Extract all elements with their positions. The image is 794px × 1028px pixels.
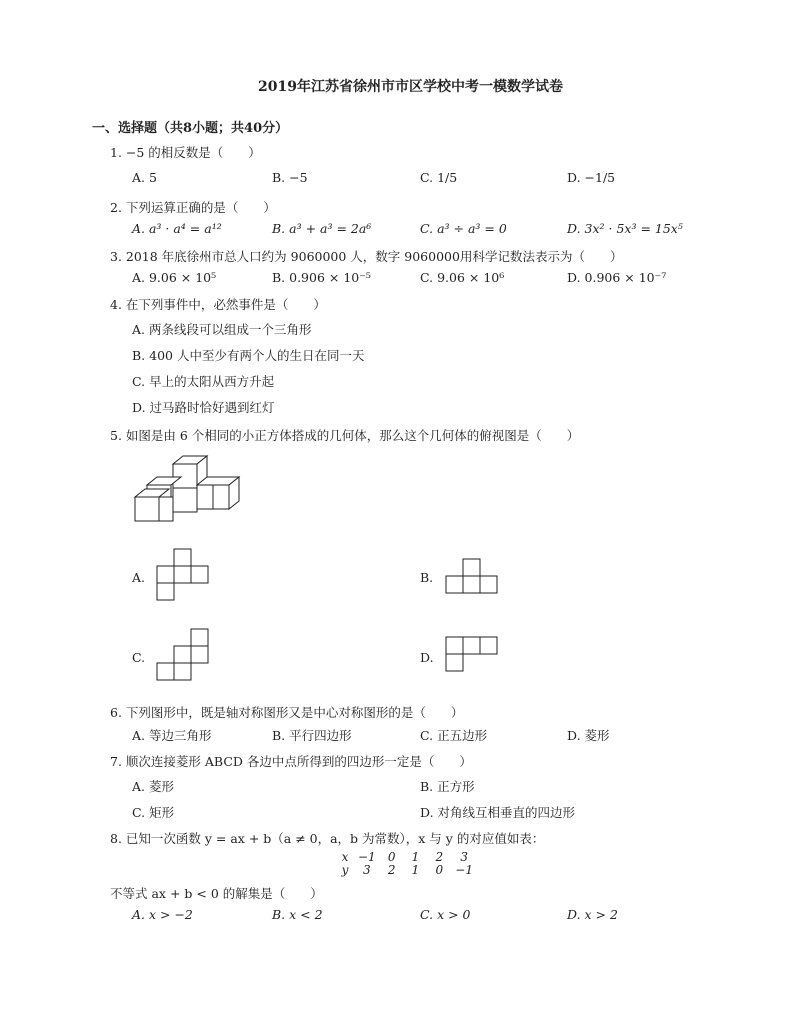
q7-option-b: B. 正方形: [420, 779, 475, 794]
q2-option-b: B. a³ + a³ = 2a⁶: [272, 221, 372, 236]
q8-option-d: D. x > 2: [567, 907, 618, 922]
q6-option-c: C. 正五边形: [420, 728, 488, 743]
q1-option-b: B. −5: [272, 170, 308, 185]
question-2: 2. 下列运算正确的是（ ）: [110, 200, 276, 215]
q5-option-a-figure: [156, 548, 212, 604]
table-x-cell: 0: [387, 850, 396, 864]
table-x-label: x: [341, 850, 349, 864]
q6-option-b: B. 平行四边形: [272, 728, 352, 743]
question-7: 7. 顺次连接菱形 ABCD 各边中点所得到的四边形一定是（ ）: [110, 754, 472, 769]
q3-option-c: C. 9.06 × 10⁶: [420, 270, 505, 285]
q1-option-d: D. −1/5: [567, 170, 616, 185]
q3-option-a: A. 9.06 × 10⁵: [132, 270, 217, 285]
question-5: 5. 如图是由 6 个相同的小正方体搭成的几何体，那么这个几何体的俯视图是（ ）: [110, 428, 580, 443]
table-y-cell: 0: [435, 863, 444, 877]
q8-option-a: A. x > −2: [132, 907, 193, 922]
q4-option-c: C. 早上的太阳从西方升起: [132, 374, 275, 389]
q7-option-a: A. 菱形: [132, 779, 174, 794]
q7-option-d: D. 对角线互相垂直的四边形: [420, 805, 576, 820]
q2-option-d: D. 3x² · 5x³ = 15x⁵: [567, 221, 683, 236]
doc-title: 2019年江苏省徐州市市区学校中考一模数学试卷: [258, 79, 563, 95]
question-4: 4. 在下列事件中，必然事件是（ ）: [110, 297, 326, 312]
q1-option-c: C. 1/5: [420, 170, 458, 185]
q5-option-c-figure: [156, 628, 212, 684]
question-8-inequality: 不等式 ax + b < 0 的解集是（ ）: [110, 886, 323, 901]
question-8: 8. 已知一次函数 y = ax + b（a ≠ 0，a，b 为常数），x 与 y 的对应值如表：: [110, 831, 545, 846]
q7-option-c: C. 矩形: [132, 805, 175, 820]
solid-figure: [130, 452, 245, 527]
q3-option-b: B. 0.906 × 10⁻⁵: [272, 270, 371, 285]
q6-option-a: A. 等边三角形: [132, 728, 212, 743]
q8-option-b: B. x < 2: [272, 907, 323, 922]
q3-option-d: D. 0.906 × 10⁻⁷: [567, 270, 667, 285]
q5-option-d: D.: [420, 650, 434, 665]
q5-option-d-figure: [445, 636, 501, 676]
table-x-cell: −1: [357, 850, 376, 864]
question-6: 6. 下列图形中，既是轴对称图形又是中心对称图形的是（ ）: [110, 705, 464, 720]
question-1: 1. −5 的相反数是（ ）: [110, 145, 261, 160]
q4-option-b: B. 400 人中至少有两个人的生日在同一天: [132, 348, 365, 363]
table-y-cell: 2: [387, 863, 396, 877]
table-y-cell: 1: [411, 863, 420, 877]
q5-option-b: B.: [420, 570, 434, 585]
q2-option-a: A. a³ · a⁴ = a¹²: [132, 221, 222, 236]
table-x-cell: 1: [411, 850, 420, 864]
q4-option-a: A. 两条线段可以组成一个三角形: [132, 322, 312, 337]
q2-option-c: C. a³ ÷ a³ = 0: [420, 221, 507, 236]
section-heading: 一、选择题（共8小题；共40分）: [92, 121, 289, 136]
value-table-y-row: [338, 864, 475, 876]
question-3: 3. 2018 年底徐州市总人口约为 9060000 人，数字 9060000用科学记数法表示为（ ）: [110, 249, 623, 264]
table-y-cell: 3: [363, 863, 371, 877]
table-y-label: y: [341, 863, 349, 877]
q5-option-b-figure: [445, 558, 501, 598]
q8-option-c: C. x > 0: [420, 907, 471, 922]
table-x-cell: 3: [460, 850, 468, 864]
q5-option-c: C.: [132, 650, 146, 665]
q4-option-d: D. 过马路时恰好遇到红灯: [132, 400, 275, 415]
value-table-x-row: [338, 851, 475, 863]
table-x-cell: 2: [435, 850, 444, 864]
q1-option-a: A. 5: [132, 170, 157, 185]
q6-option-d: D. 菱形: [567, 728, 610, 743]
table-y-cell: −1: [455, 863, 473, 877]
q5-option-a: A.: [132, 570, 146, 585]
